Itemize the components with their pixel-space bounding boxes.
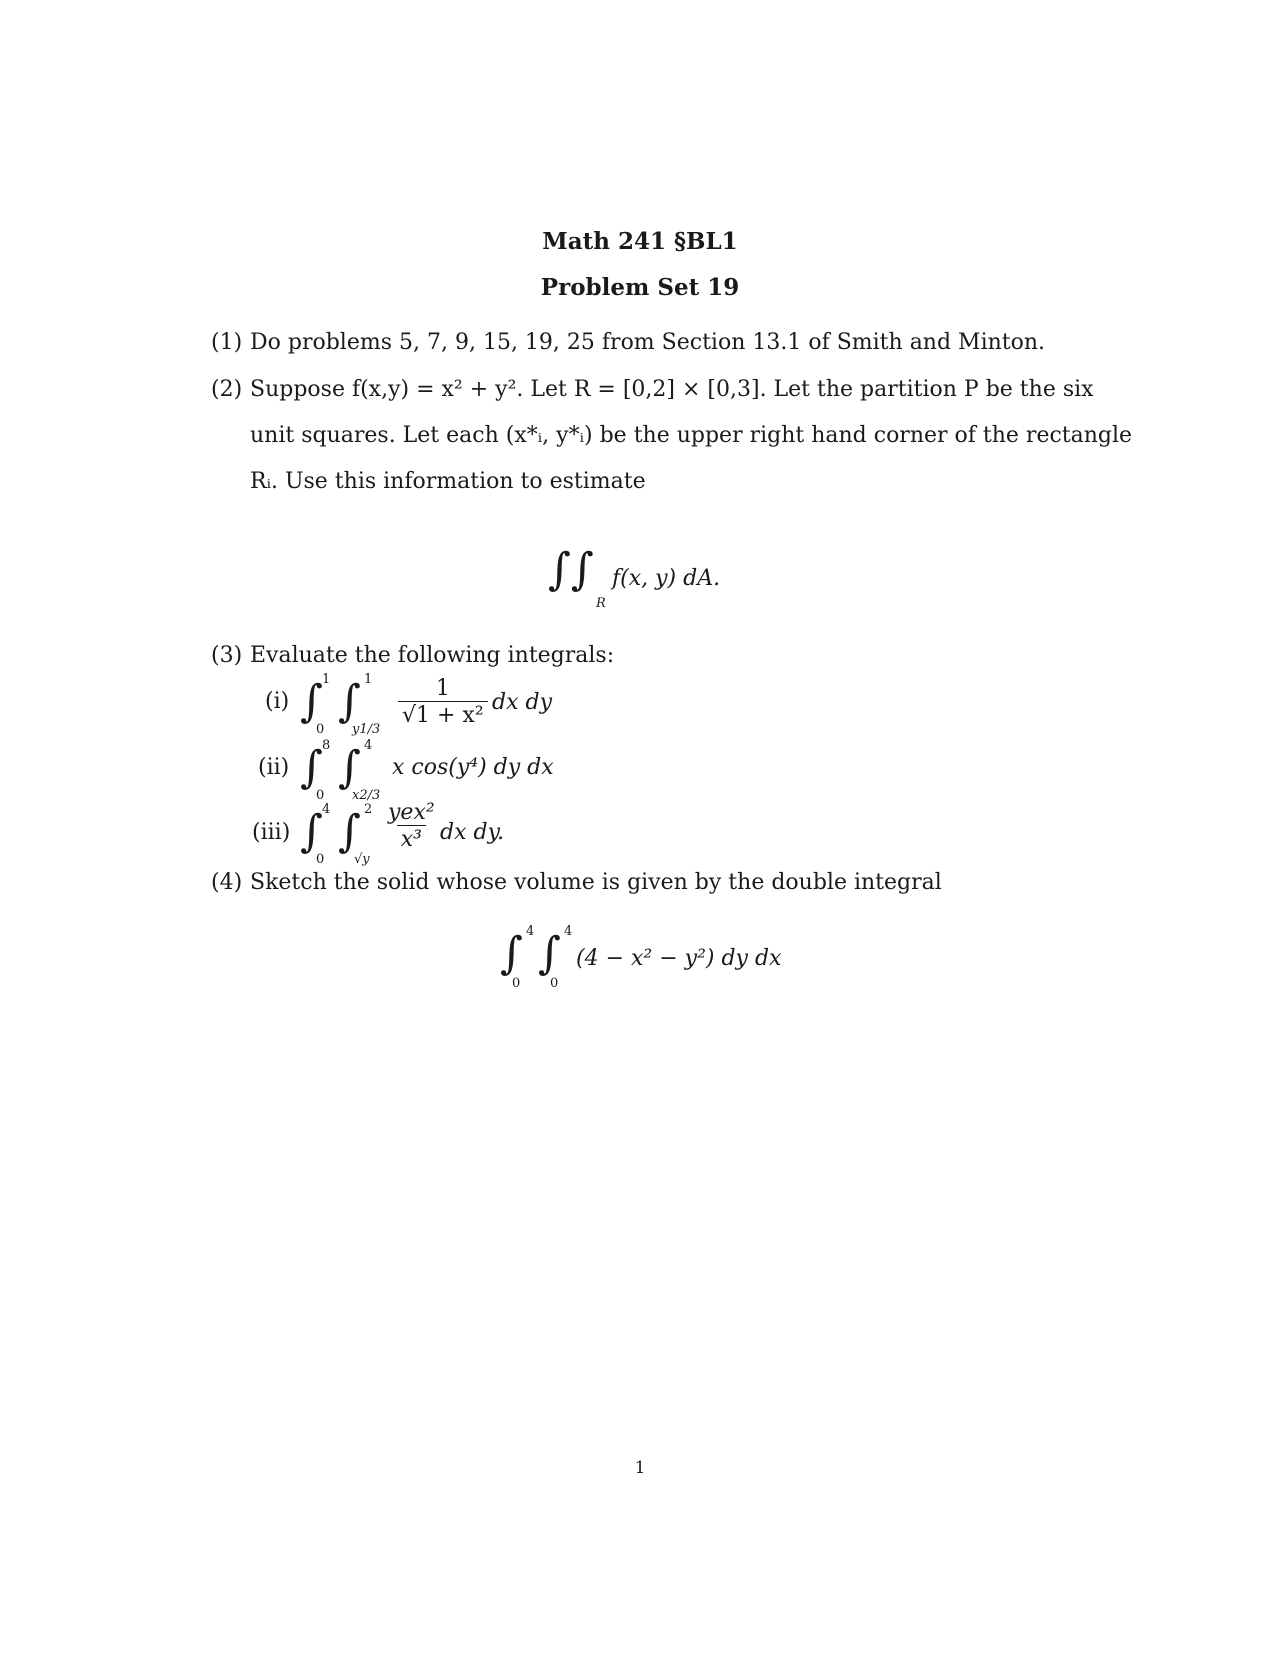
part-ii-outer-lower: 0 <box>316 788 325 803</box>
part-ii-inner-lower: x2/3 <box>352 788 381 803</box>
part-iii-inner-lower: √y <box>354 852 370 867</box>
p4-outer-lower: 0 <box>512 976 521 991</box>
part-iii-differentials: dx dy. <box>440 820 505 845</box>
p4-inner-lower: 0 <box>550 976 559 991</box>
problem-4-number: (4) <box>211 870 243 895</box>
problem-1-number: (1) <box>211 330 243 355</box>
problem-3-text: Evaluate the following integrals: <box>250 643 615 668</box>
course-title: Math 241 §BL1 <box>542 228 738 255</box>
problem-2-line-1: Suppose f(x,y) = x² + y². Let R = [0,2] × [0,3]. Let the partition P be the six <box>250 377 1094 402</box>
fraction <box>398 676 488 730</box>
part-ii-outer-integral: ∫ <box>300 742 323 793</box>
part-i-outer-upper: 1 <box>322 672 331 687</box>
part-i-differentials: dx dy <box>492 690 552 715</box>
problem-set-title: Problem Set 19 <box>540 274 740 301</box>
part-ii-inner-upper: 4 <box>364 738 373 753</box>
p4-outer-upper: 4 <box>526 924 535 939</box>
part-ii-inner-integral: ∫ <box>338 742 361 793</box>
part-iii-label: (iii) <box>252 820 291 845</box>
part-i-outer-integral: ∫ <box>300 676 323 727</box>
page-number: 1 <box>634 1458 646 1478</box>
problem-2-line-3: Rᵢ. Use this information to estimate <box>250 469 646 494</box>
part-iii-outer-integral: ∫ <box>300 806 323 857</box>
p4-inner-upper: 4 <box>564 924 573 939</box>
integral-sign: ∫∫ <box>548 544 594 595</box>
part-iii-inner-integral: ∫ <box>338 806 361 857</box>
part-iii-fraction <box>378 800 445 854</box>
problem-2-line-2: unit squares. Let each (x*ᵢ, y*ᵢ) be the upper right hand corner of the rectangle <box>250 423 1133 448</box>
part-i-outer-lower: 0 <box>316 722 325 737</box>
part-iii-outer-upper: 4 <box>322 802 331 817</box>
p4-outer-integral: ∫ <box>500 928 523 979</box>
part-i-inner-lower: y1/3 <box>352 722 381 737</box>
problem-3-number: (3) <box>211 643 243 668</box>
fraction <box>384 800 439 854</box>
denominator: √1 + x² <box>398 701 488 730</box>
p4-integrand: (4 − x² − y²) dy dx <box>576 946 782 971</box>
numerator: yex² <box>388 800 435 825</box>
denominator: x³ <box>397 825 426 854</box>
numerator: 1 <box>435 676 450 701</box>
part-i-fraction <box>392 676 494 730</box>
display-integrand: f(x, y) dA. <box>612 566 721 591</box>
problem-2-number: (2) <box>211 377 243 402</box>
problem-1-text: Do problems 5, 7, 9, 15, 19, 25 from Section 13.1 of Smith and Minton. <box>250 330 1046 355</box>
part-i-label: (i) <box>265 689 290 714</box>
problem-4-text: Sketch the solid whose volume is given by the double integral <box>250 870 942 895</box>
part-ii-integrand: x cos(y⁴) dy dx <box>392 755 554 780</box>
part-i-inner-integral: ∫ <box>338 676 361 727</box>
part-i-inner-upper: 1 <box>364 672 373 687</box>
double-integral-display <box>548 544 594 595</box>
part-ii-label: (ii) <box>258 755 290 780</box>
part-iii-inner-upper: 2 <box>364 802 373 817</box>
part-ii-outer-upper: 8 <box>322 738 331 753</box>
p4-inner-integral: ∫ <box>538 928 561 979</box>
region-subscript: R <box>596 596 606 611</box>
part-iii-outer-lower: 0 <box>316 852 325 867</box>
